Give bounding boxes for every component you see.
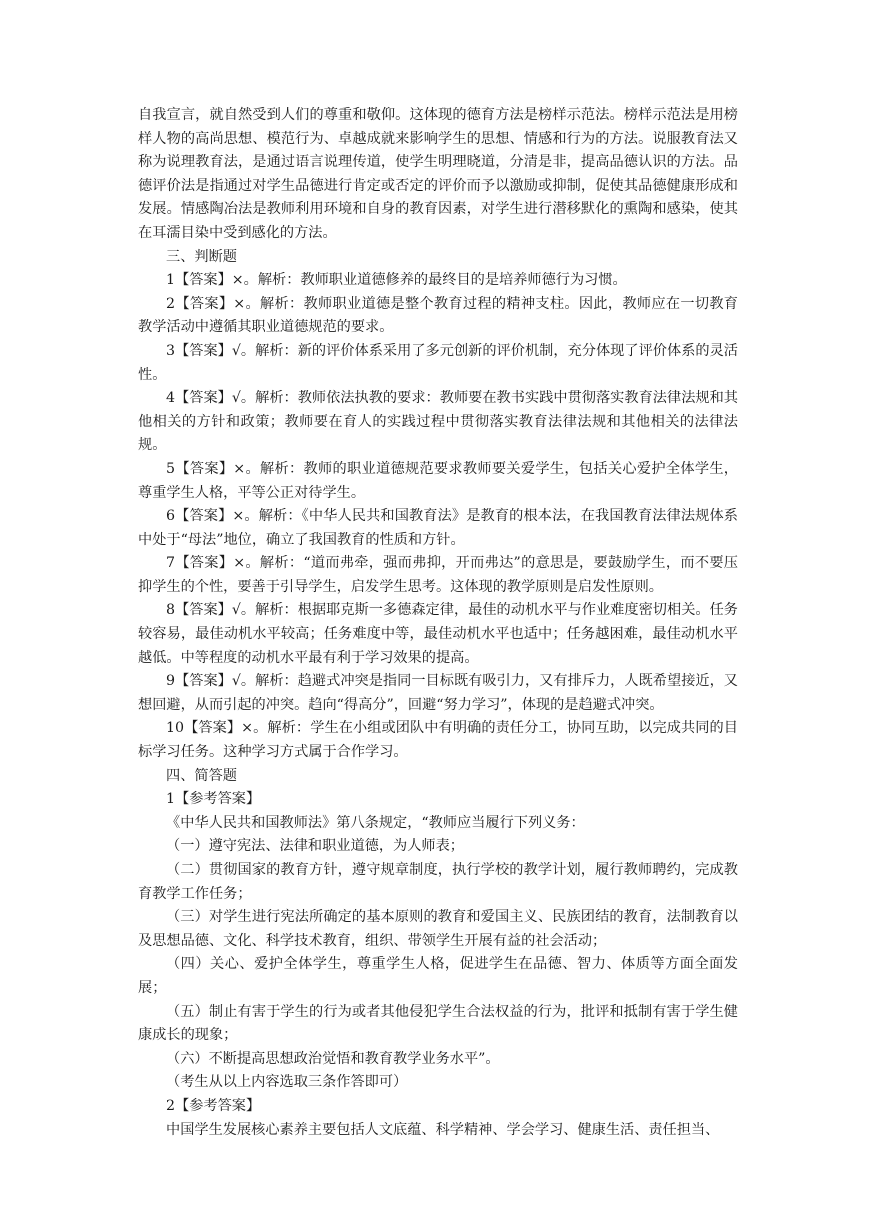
paragraph: 3【答案】√。解析：新的评价体系采用了多元创新的评价机制，充分体现了评价体系的灵活性。: [138, 342, 738, 383]
paragraph: （五）制止有害于学生的行为或者其他侵犯学生合法权益的行为，批评和抵制有害于学生健康成长的现象；: [138, 1003, 738, 1044]
paragraph: 2【答案】×。解析：教师职业道德是整个教育过程的精神支柱。因此，教师应在一切教育教学活动中遵循其职业道德规范的要求。: [138, 295, 738, 336]
paragraph: 1【答案】×。解析：教师职业道德修养的最终目的是培养师德行为习惯。: [166, 272, 627, 289]
paragraph: （四）关心、爱护全体学生，尊重学生人格，促进学生在品德、智力、体质等方面全面发展；: [138, 956, 738, 996]
paragraph: （考生从以上内容选取三条作答即可）: [166, 1074, 408, 1091]
paragraph: 9【答案】√。解析：趋避式冲突是指同一目标既有吸引力，又有排斥力，人既希望接近，又想回避，从而引起的冲突。趋向“得高分”，回避“努力学习”，体现的是趋避式冲突。: [138, 673, 738, 713]
paragraph: （二）贯彻国家的教育方针，遵守规章制度，执行学校的教学计划，履行教师聘约，完成教育教学工作任务；: [138, 862, 738, 902]
paragraph: 2【参考答案】: [166, 1097, 261, 1114]
paragraph: 中国学生发展核心素养主要包括人文底蕴、科学精神、学会学习、健康生活、责任担当、: [166, 1121, 720, 1138]
paragraph: 8【答案】√。解析：根据耶克斯一多德森定律，最佳的动机水平与作业难度密切相关。任务较容易，最佳动机水平较高；任务难度中等，最佳动机水平也适中；任务越困难，最佳动机水平越低。中等程度的动机水平最有利于学习效果的提高。: [138, 602, 738, 666]
paragraph: 7【答案】×。解析：“道而弗牵，强而弗抑，开而弗达”的意思是，要鼓励学生，而不要压抑学生的个性，要善于引导学生，启发学生思考。这体现的教学原则是启发性原则。: [138, 555, 738, 595]
paragraph: （一）遵守宪法、法律和职业道德，为人师表；: [166, 838, 464, 855]
document-body: [138, 104, 738, 1142]
paragraph: （六）不断提高思想政治觉悟和教育教学业务水平”。: [166, 1050, 500, 1067]
paragraph: 5【答案】×。解析：教师的职业道德规范要求教师要关爱学生，包括关心爱护全体学生，尊重学生人格，平等公正对待学生。: [138, 460, 738, 501]
paragraph: 10【答案】×。解析：学生在小组或团队中有明确的责任分工，协同互助，以完成共同的目标学习任务。这种学习方式属于合作学习。: [138, 720, 738, 761]
paragraph: 6【答案】×。解析：《中华人民共和国教育法》是教育的根本法，在我国教育法律法规体系中处于“母法”地位，确立了我国教育的性质和方针。: [138, 508, 738, 548]
paragraph: 4【答案】√。解析：教师依法执教的要求：教师要在教书实践中贯彻落实教育法律法规和其他相关的方针和政策；教师要在育人的实践过程中贯彻落实教育法律法规和其他相关的法律法规。: [138, 390, 738, 454]
paragraph: 1【参考答案】: [166, 791, 261, 808]
paragraph: 自我宣言，就自然受到人们的尊重和敬仰。这体现的德育方法是榜样示范法。榜样示范法是用榜样人物的高尚思想、模范行为、卓越成就来影响学生的思想、情感和行为的方法。说服教育法又称为说理教育法，是通过语言说理传道，使学生明理晓道，分清是非，提高品德认识的方法。品德评价法是指通过对学生品德进行肯定或否定的评价而予以激励或抑制，促使其品德健康形成和发展。情感陶冶法是教师利用环境和自身的教育因素，对学生进行潜移默化的熏陶和感染，使其在耳濡目染中受到感化的方法。: [138, 107, 738, 241]
paragraph: （三）对学生进行宪法所确定的基本原则的教育和爱国主义、民族团结的教育，法制教育以及思想品德、文化、科学技术教育，组织、带领学生开展有益的社会活动；: [138, 909, 738, 949]
paragraph: 四、简答题: [166, 767, 237, 784]
paragraph: 三、判断题: [166, 248, 237, 265]
paragraph: 《中华人民共和国教师法》第八条规定，“教师应当履行下列义务：: [166, 814, 585, 831]
